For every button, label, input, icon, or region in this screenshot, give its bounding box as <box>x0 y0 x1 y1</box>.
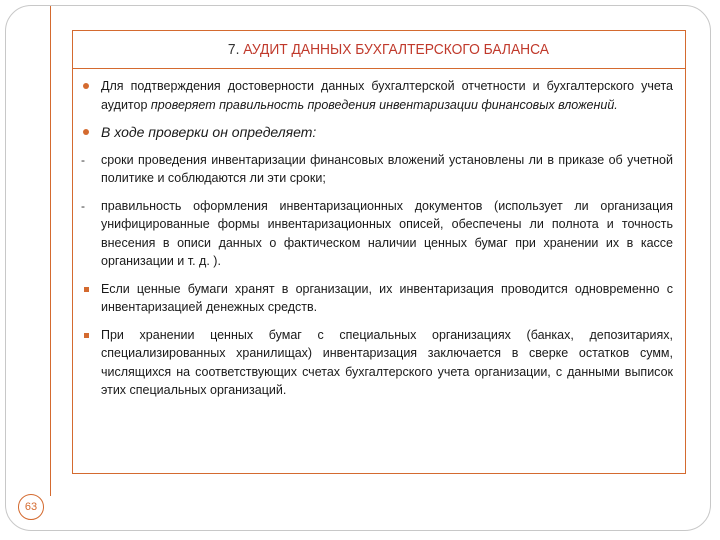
dash-marker: - <box>81 198 85 213</box>
list-item-6 <box>81 326 673 400</box>
bullet-square-icon <box>81 326 101 344</box>
list-item-italic: В ходе проверки он определяет: <box>101 124 317 140</box>
dash-marker: - <box>81 152 85 167</box>
list-item-5 <box>81 280 673 317</box>
list-item-italic: проверяет правильность проведения инвентаризации финансовых вложений. <box>150 97 618 112</box>
list-item-3 <box>81 151 673 188</box>
bullet-dot-icon <box>81 77 101 95</box>
list-item-text: Если ценные бумаги хранят в организации, их инвентаризация проводится одновременно с инвентаризацией денежных средств. <box>101 281 673 314</box>
list-item-1 <box>81 77 673 114</box>
bullet-dot-icon <box>81 123 101 141</box>
bullet-square-icon <box>81 280 101 298</box>
list-item-text: сроки проведения инвентаризации финансовых вложений установлены ли в приказе об учетной политике и соблюдаются ли эти сроки; <box>101 152 673 185</box>
bullet-list <box>73 77 685 409</box>
content-box <box>72 30 686 474</box>
title-bar <box>73 31 685 69</box>
list-item-plain: Для подтверждения достоверности данных бухгалтерской отчетности и бухгалтерского учета аудитор <box>101 79 673 112</box>
list-item-text: При хранении ценных бумаг с специальных организациях (банках, депозитариях, специализированных хранилищах) инвентаризация заключается в сверке остатков сумм, числящихся на соответствующих счетах бухгалтерского учета организации, с данными выписок этих специальных организаций. <box>101 327 673 397</box>
list-item-2 <box>81 123 673 142</box>
slide-title <box>228 41 549 58</box>
page-number: 63 <box>18 494 44 520</box>
list-item-text <box>101 77 673 114</box>
title-number: 7. <box>227 41 240 58</box>
title-text: АУДИТ ДАННЫХ БУХГАЛТЕРСКОГО БАЛАНСА <box>243 41 550 58</box>
list-item-text: правильность оформления инвентаризационных документов (использует ли организация унифицированные формы инвентаризационных описей, обеспечены ли полнота и точность внесения в описи данных о фактическом наличии ценных бумаг при хранении их в кассе организации и т. д. ). <box>101 198 673 268</box>
left-accent-line <box>50 6 51 496</box>
list-item-4 <box>81 197 673 271</box>
